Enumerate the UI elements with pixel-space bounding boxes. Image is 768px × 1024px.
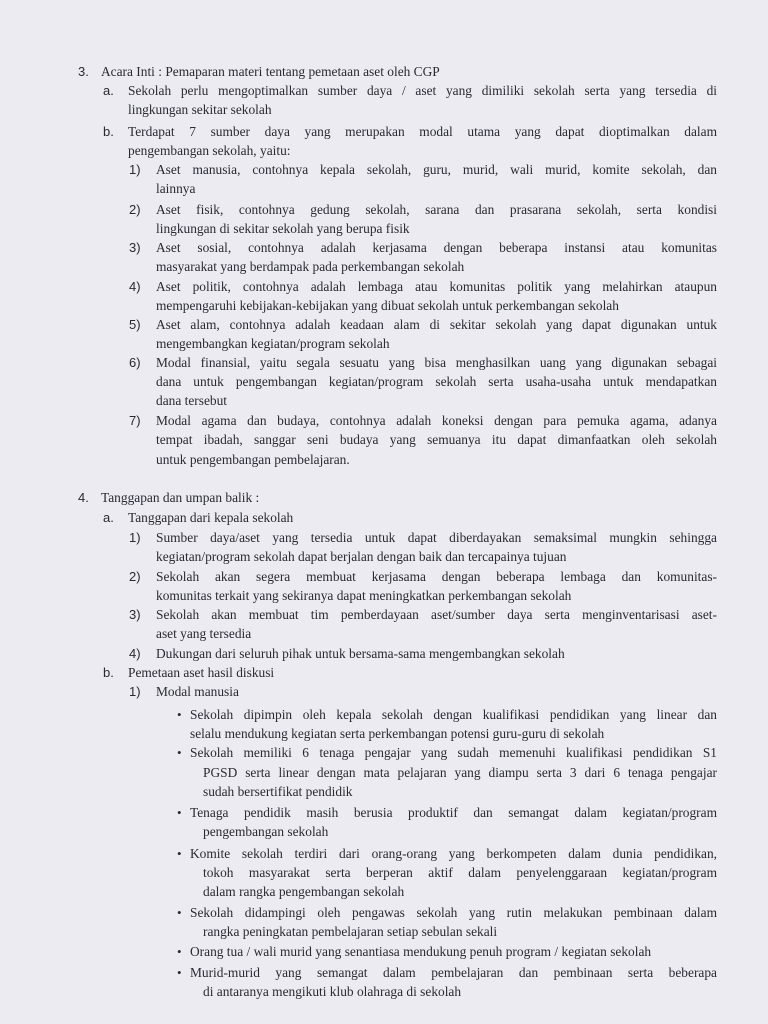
item-number: 7) xyxy=(129,413,141,428)
item-number: 3) xyxy=(129,240,141,255)
bullet-text-line: pengembangan sekolah xyxy=(203,824,329,839)
bullet-text-line: Tenaga pendidik masih berusia produktif dan semangat dalam kegiatan/program xyxy=(190,805,717,820)
item-number: 1) xyxy=(129,162,141,177)
item-text-line: mempengaruhi kebijakan-kebijakan yang dibuat sekolah untuk perkembangan sekolah xyxy=(156,298,619,313)
bullet-text-line: sudah bersertifikat pendidik xyxy=(203,784,353,799)
point-marker: a. xyxy=(103,83,114,98)
item-text-line: Aset manusia, contohnya kepala sekolah, guru, murid, wali murid, komite sekolah, dan xyxy=(156,162,717,177)
item-number: 1) xyxy=(129,684,141,699)
item-text-line: masyarakat yang berdampak pada perkembangan sekolah xyxy=(156,259,465,274)
bullet-text-line: Sekolah memiliki 6 tenaga pengajar yang sudah memenuhi kualifikasi pendidikan S1 xyxy=(190,745,717,760)
item-text-line: tempat ibadah, sanggar seni budaya yang semuanya itu dapat dimanfaatkan oleh sekolah xyxy=(156,432,717,447)
item-number: 3) xyxy=(129,607,141,622)
item-text-line: Sekolah akan membuat tim pemberdayaan aset/sumber daya serta menginventarisasi aset- xyxy=(156,607,717,622)
item-text-line: lainnya xyxy=(156,181,196,196)
bullet-dot: • xyxy=(177,745,182,760)
item-number: 4) xyxy=(129,646,141,661)
point-marker: b. xyxy=(103,665,114,680)
item-text-line: Aset alam, contohnya adalah keadaan alam di sekitar sekolah yang dapat digunakan untuk xyxy=(156,317,717,332)
item-number: 1) xyxy=(129,530,141,545)
item-text-line: komunitas terkait yang sekiranya dapat meningkatkan perkembangan sekolah xyxy=(156,588,572,603)
item-text-line: Sumber daya/aset yang tersedia untuk dapat diberdayakan semaksimal mungkin sehingga xyxy=(156,530,717,545)
item-text-line: Aset fisik, contohnya gedung sekolah, sarana dan prasarana sekolah, serta kondisi xyxy=(156,202,717,217)
section-number: 3. xyxy=(78,64,89,79)
item-text-line: Modal agama dan budaya, contohnya adalah koneksi dengan para pemuka agama, adanya xyxy=(156,413,717,428)
bullet-text-line: di antaranya mengikuti klub olahraga di sekolah xyxy=(203,984,462,999)
bullet-dot: • xyxy=(177,805,182,820)
item-text-line: kegiatan/program sekolah dapat berjalan dengan baik dan tercapainya tujuan xyxy=(156,549,567,564)
bullet-text-line: Murid-murid yang semangat dalam pembelajaran dan pembinaan serta beberapa xyxy=(190,965,717,980)
point-text-line: lingkungan sekitar sekolah xyxy=(128,102,272,117)
item-number: 4) xyxy=(129,279,141,294)
point-text-line: Sekolah perlu mengoptimalkan sumber daya / aset yang dimiliki sekolah serta yang tersedia di xyxy=(128,83,717,98)
item-text-line: Dukungan dari seluruh pihak untuk bersama-sama mengembangkan sekolah xyxy=(156,646,565,661)
subsection-title: Modal manusia xyxy=(156,684,239,699)
item-text-line: Aset sosial, contohnya adalah kerjasama dengan beberapa instansi atau komunitas xyxy=(156,240,717,255)
item-number: 6) xyxy=(129,355,141,370)
bullet-text-line: PGSD serta linear dengan mata pelajaran yang diampu serta 3 dari 6 tenaga pengajar xyxy=(203,765,717,780)
item-number: 2) xyxy=(129,569,141,584)
bullet-dot: • xyxy=(177,846,182,861)
bullet-text-line: dalam rangka pengembangan sekolah xyxy=(203,884,405,899)
item-text-line: Aset politik, contohnya adalah lembaga atau komunitas politik yang melahirkan ataupun xyxy=(156,279,717,294)
bullet-text-line: tokoh masyarakat serta berperan aktif dalam penyelenggaraan kegiatan/program xyxy=(203,865,717,880)
item-text-line: aset yang tersedia xyxy=(156,626,252,641)
section-number: 4. xyxy=(78,490,89,505)
section-title: Tanggapan dan umpan balik : xyxy=(101,490,260,505)
item-text-line: mengembangkan kegiatan/program sekolah xyxy=(156,336,390,351)
point-title: Tanggapan dari kepala sekolah xyxy=(128,510,294,525)
bullet-text-line: Komite sekolah terdiri dari orang-orang yang berkompeten dalam dunia pendidikan, xyxy=(190,846,717,861)
bullet-text-line: selalu mendukung kegiatan serta perkembangan potensi guru-guru di sekolah xyxy=(190,726,605,741)
bullet-text-line: Orang tua / wali murid yang senantiasa mendukung penuh program / kegiatan sekolah xyxy=(190,944,652,959)
item-text-line: untuk pengembangan pembelajaran. xyxy=(156,452,350,467)
bullet-text-line: Sekolah didampingi oleh pengawas sekolah yang rutin melakukan pembinaan dalam xyxy=(190,905,717,920)
point-text-line: pengembangan sekolah, yaitu: xyxy=(128,143,291,158)
bullet-text-line: rangka peningkatan pembelajaran setiap sebulan sekali xyxy=(203,924,498,939)
item-number: 2) xyxy=(129,202,141,217)
point-title: Pemetaan aset hasil diskusi xyxy=(128,665,275,680)
item-text-line: dana tersebut xyxy=(156,393,228,408)
point-text-line: Terdapat 7 sumber daya yang merupakan modal utama yang dapat dioptimalkan dalam xyxy=(128,124,717,139)
item-text-line: Sekolah akan segera membuat kerjasama dengan beberapa lembaga dan komunitas- xyxy=(156,569,717,584)
item-number: 5) xyxy=(129,317,141,332)
point-marker: b. xyxy=(103,124,114,139)
bullet-dot: • xyxy=(177,905,182,920)
item-text-line: Modal finansial, yaitu segala sesuatu yang bisa menghasilkan uang yang digunakan sebagai xyxy=(156,355,717,370)
bullet-text-line: Sekolah dipimpin oleh kepala sekolah dengan kualifikasi pendidikan yang linear dan xyxy=(190,707,717,722)
bullet-dot: • xyxy=(177,707,182,722)
item-text-line: dana untuk pengembangan kegiatan/program sekolah serta usaha-usaha untuk mendapatkan xyxy=(156,374,717,389)
bullet-dot: • xyxy=(177,944,182,959)
section-title: Acara Inti : Pemaparan materi tentang pemetaan aset oleh CGP xyxy=(101,64,440,79)
item-text-line: lingkungan di sekitar sekolah yang berupa fisik xyxy=(156,221,410,236)
point-marker: a. xyxy=(103,510,114,525)
bullet-dot: • xyxy=(177,965,182,980)
